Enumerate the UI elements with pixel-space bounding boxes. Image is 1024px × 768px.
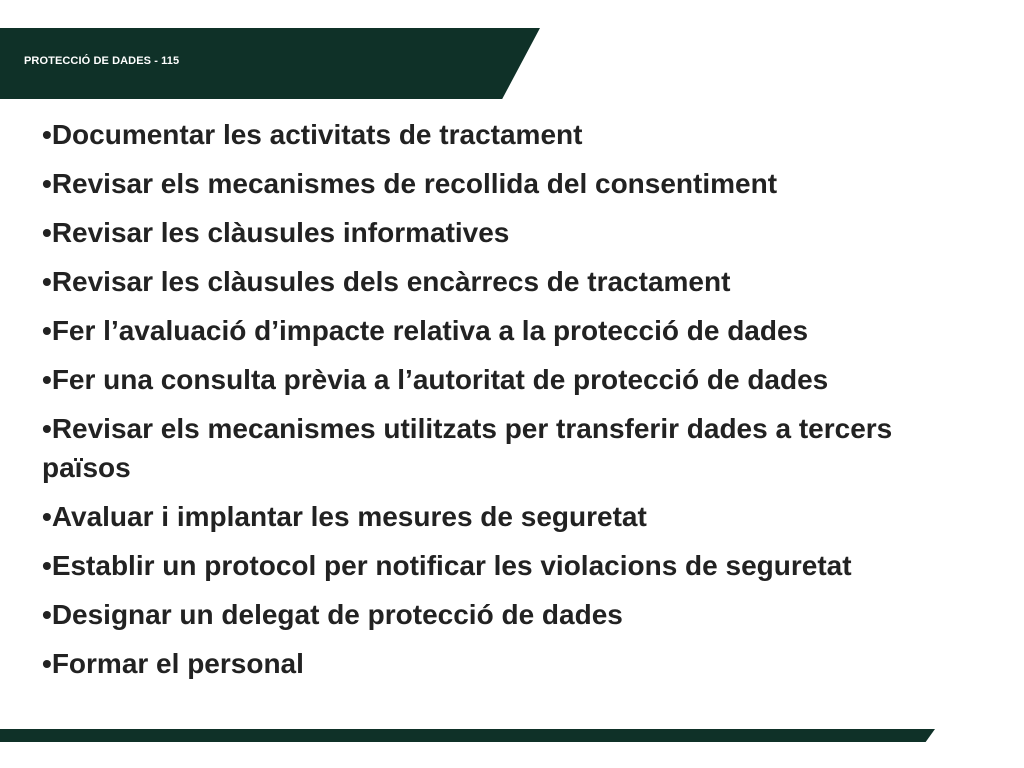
slide-title: PROTECCIÓ DE DADES - 115 — [24, 55, 180, 67]
bullet-item: • Formar el personal — [42, 644, 982, 683]
bullet-item: • Revisar les clàusules dels encàrrecs de tractament — [42, 262, 982, 301]
bullet-item: • Documentar les activitats de tractament — [42, 115, 982, 154]
footer-band — [0, 729, 935, 742]
bullet-item: • Revisar els mecanismes de recollida del consentiment — [42, 164, 982, 203]
bullet-item: • Revisar els mecanismes utilitzats per transferir dades a tercers països — [42, 409, 982, 487]
bullet-list — [42, 115, 982, 693]
bullet-item: • Avaluar i implantar les mesures de seguretat — [42, 497, 982, 536]
bullet-item: • Establir un protocol per notificar les violacions de seguretat — [42, 546, 982, 585]
bullet-item: • Fer una consulta prèvia a l’autoritat de protecció de dades — [42, 360, 982, 399]
bullet-item: • Revisar les clàusules informatives — [42, 213, 982, 252]
bullet-item: • Designar un delegat de protecció de dades — [42, 595, 982, 634]
bullet-item: • Fer l’avaluació d’impacte relativa a la protecció de dades — [42, 311, 982, 350]
